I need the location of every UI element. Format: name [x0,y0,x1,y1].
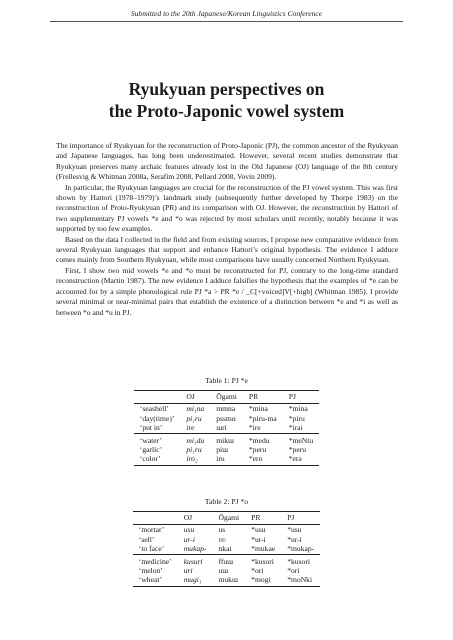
pj-cell: *ur-i [287,534,302,544]
table-2-header-row [133,512,320,525]
table-row [133,544,320,554]
table-row [134,404,319,414]
ogami-cell: ʋʋ [218,534,226,544]
gloss-cell: ‘day(time)’ [139,413,175,423]
gloss-cell: ‘water’ [134,433,181,445]
table-1-header-gloss [134,391,181,404]
pj-cell: *erə [283,454,319,465]
pr-cell: *ur-i [251,534,266,544]
gloss-cell: ‘medicine’ [133,554,178,566]
table-1-header-pr: PR [248,392,259,401]
table-2-header-gloss [133,512,178,525]
paragraph-4: First, I show two mid vowels *e and *o must be reconstructed for PJ, contrary to the long-time standard reconstruction (Martin 1987). The new evidence I adduce falsifies the hypothesis that the examples of *e can be accounted for by a simple phonological rule PJ *a > PR *e / _C[+voiced]V[+high] (Whitman 1985). I provide several minimal or near-minimal pairs that establish the existence of a distinction between *e and *i as well as between *o and *u in PJ. [56,265,398,317]
table-1-header-pj: PJ [288,392,296,401]
ogami-cell: uɯ [218,566,229,576]
ogami-cell: ɯri [216,423,227,433]
table-row [133,554,320,566]
table-1-header-oj: OJ [186,392,195,401]
gloss-cell: ‘melon’ [138,566,163,576]
abstract-body [56,141,398,318]
ogami-cell: nkai [218,544,232,554]
table-row [133,535,320,544]
table-2-grid [133,511,320,587]
gloss-cell: ‘mortar’ [138,525,165,535]
pj-cell: *meNtu [283,433,319,445]
table-row [133,525,320,535]
pj-cell: *kusori [281,554,320,566]
pj-cell: *ori [287,566,300,576]
pr-cell: *mina [248,404,268,414]
table-2-header-oj: OJ [183,513,193,522]
gloss-cell: ‘garlic’ [139,445,163,455]
table-2-caption: Table 2: PJ *o [204,497,249,506]
pj-cell: *peru [288,445,307,455]
pj-cell: *piru [288,413,305,423]
header-rule [50,21,403,22]
pj-cell: *moNki [281,575,320,586]
oj-cell: mi₁du [180,433,210,445]
paragraph-1: The importance of Ryukyuan for the reconstruction of Proto-Japonic (PJ), the common ancestor of the Ryukyuan and Japanese languages, has long been underestimated. However, several recent studies demonstrate that Ryukyuan preserves many archaic features already lost in the Old Japanese (OJ) language of the 8th century (Frellesvig & Whitman 2008a, Serafim 2008, Pellard 2008, Vovin 2009). [56,141,398,182]
oj-cell: kusuri [178,554,213,566]
table-1 [0,376,453,466]
gloss-cell: ‘color’ [134,454,181,465]
ogami-cell: us [218,525,226,535]
table-2-header-pj: PJ [287,513,295,522]
pr-cell: *mukae [251,544,276,554]
pj-cell: *mukap- [287,544,315,554]
table-row [134,433,319,445]
pr-cell: *piru-ma [248,413,277,423]
table-2-header-ogami: Ōgami [218,513,240,522]
paper-title [40,78,413,122]
ogami-cell: iru [210,454,243,465]
running-header: Submitted to the 20th Japanese/Korean Linguistics Conference [130,9,323,18]
table-row [134,423,319,433]
paragraph-3: Based on the data I collected in the field and from existing sources, I propose new comparative evidence from several Ryukyuan languages that support and enhance Hattori’s original hypothesis. The evidence I adduce comes mainly from Southern Ryukyuan, while most comparisons have usually concerned Northern Ryukyuan. [56,234,398,265]
gloss-cell: ‘put in’ [139,423,163,433]
gloss-cell: ‘to face’ [138,544,165,554]
oj-cell: ire [186,423,195,433]
table-row [133,566,320,575]
pj-cell: *irai [288,423,303,433]
pj-cell: *usu [287,525,302,535]
oj-cell: iro₂ [180,454,210,465]
pj-cell: *mina [288,404,308,414]
table-1-header-row [134,391,319,404]
oj-cell: pi₁ru [186,413,202,423]
table-2 [0,497,453,587]
oj-cell: mi₁na [186,404,205,414]
paragraph-2: In particular, the Ryukyuan languages are crucial for the reconstruction of the PJ vowel system. This was first shown by Hattori (1978–1979)’s landmark study (subsequently further developed by Thorpe 1983) on the reconstruction of Proto-Ryukyuan (PR) and its comparison with OJ. However, the reconstruction by Hattori of two supplementary PJ vowels *e and *o was rejected by most scholars until recently, notably because it was supported by too few examples. [56,182,398,234]
oj-cell: mukap- [183,544,207,554]
title-line-2: the Proto-Japonic vowel system [108,101,345,121]
pr-cell: *kusori [245,554,281,566]
ogami-cell: ffuɯ [212,554,245,566]
gloss-cell: ‘sell’ [138,534,155,544]
pr-cell: *peru [248,445,267,455]
pr-cell: *ire [248,423,261,433]
ogami-cell: piɯ [216,445,229,455]
oj-cell: uri [183,566,193,576]
pr-cell: *usu [251,525,266,535]
table-row [134,454,319,465]
oj-cell: mugi₁ [178,575,213,586]
table-row [134,414,319,423]
oj-cell: usu [183,525,195,535]
pr-cell: *ero [243,454,283,465]
table-1-caption: Table 1: PJ *e [205,376,248,385]
ogami-cell: pssmɑ [216,413,236,423]
ogami-cell: mikɯ [210,433,243,445]
pr-cell: *medu [243,433,283,445]
gloss-cell: ‘wheat’ [133,575,178,586]
oj-cell: ur-i [183,534,195,544]
table-2-header-pr: PR [251,513,261,522]
table-row [133,575,320,586]
ogami-cell: mmna [216,404,236,414]
gloss-cell: ‘seashell’ [139,404,169,414]
pr-cell: *ori [251,566,264,576]
pr-cell: *mogi [245,575,281,586]
title-line-1: Ryukyuan perspectives on [128,79,325,99]
table-row [134,445,319,454]
ogami-cell: mukɯ [212,575,245,586]
table-1-header-ogami: Ōgami [216,392,237,401]
table-1-grid [134,390,319,466]
oj-cell: pi₁ru [186,445,202,455]
